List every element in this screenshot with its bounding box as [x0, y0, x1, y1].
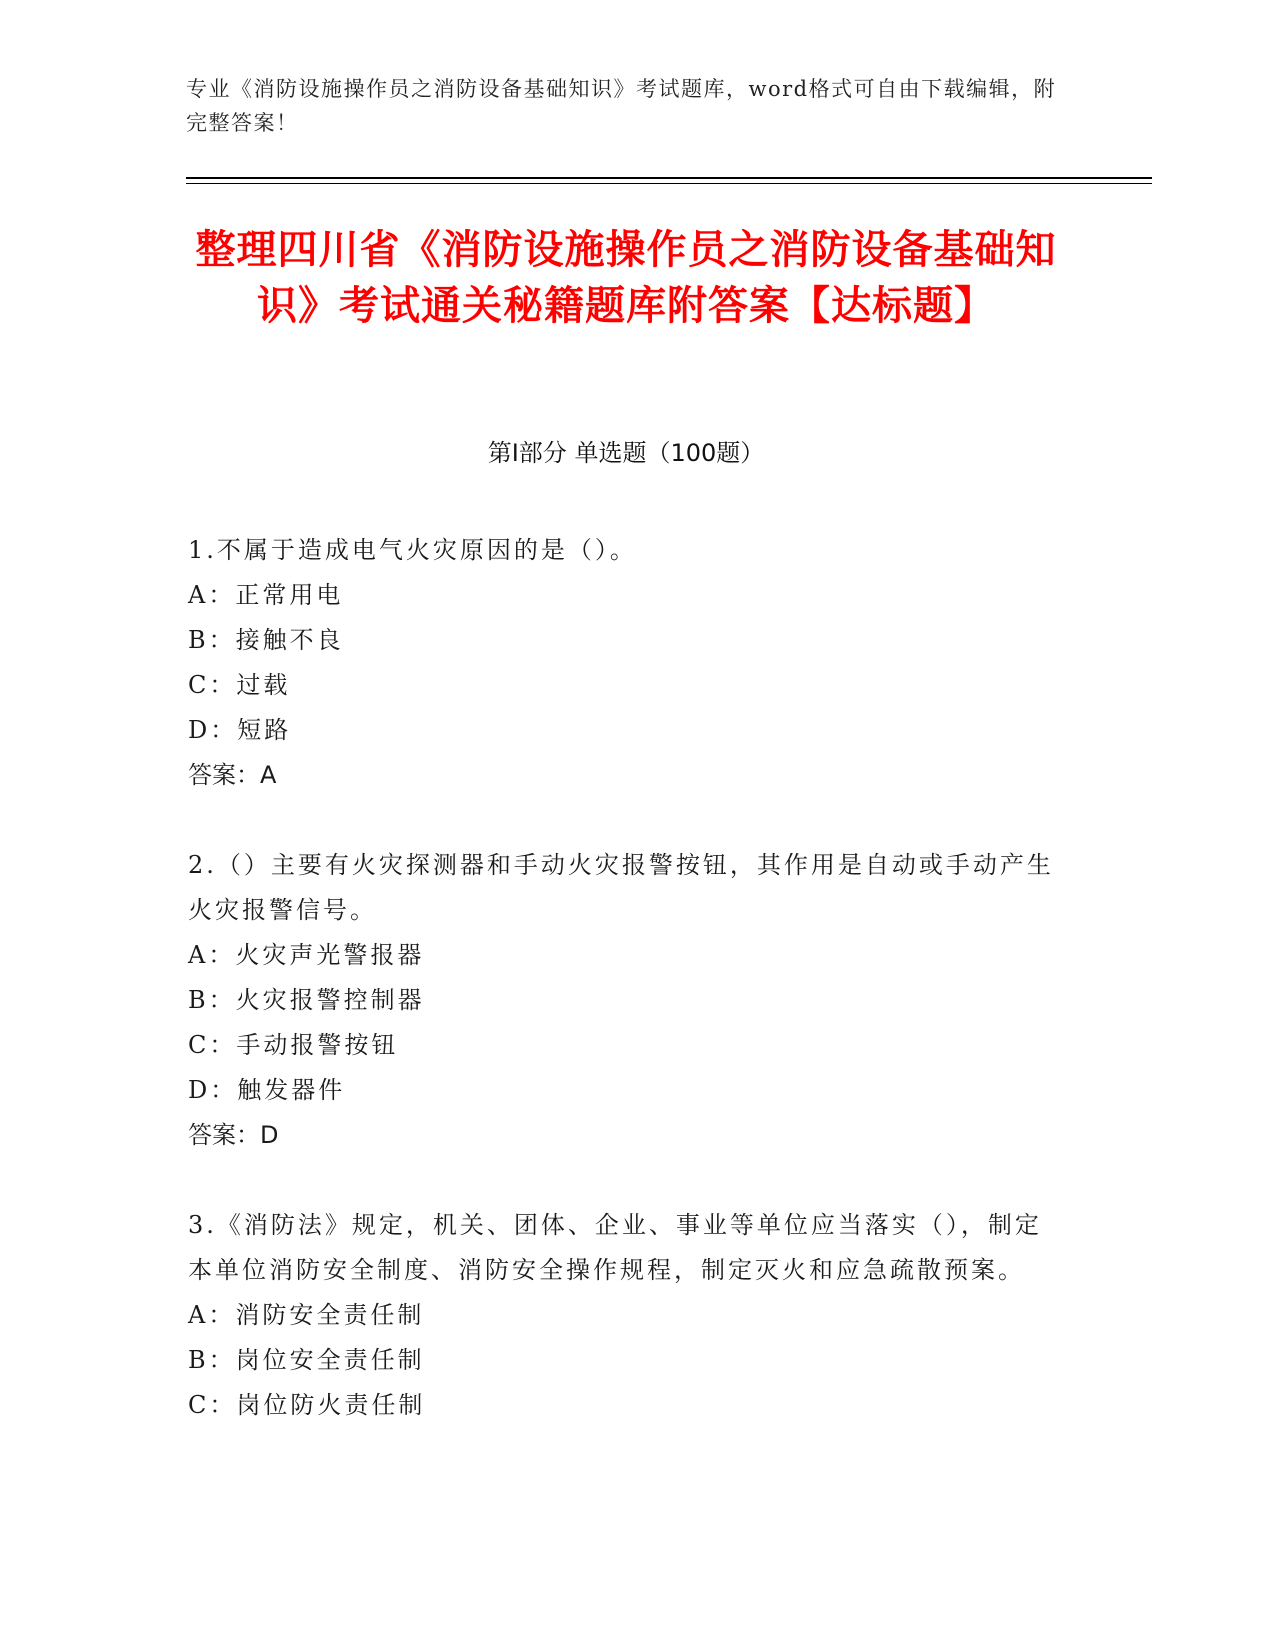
question-stem: 1.不属于造成电气火灾原因的是（）。 [188, 536, 637, 564]
option-a: A：正常用电 [188, 581, 344, 609]
question-stem: 3.《消防法》规定，机关、团体、企业、事业等单位应当落实（），制定本单位消防安全制度、消防安全操作规程，制定灭火和应急疏散预案。 [188, 1211, 1042, 1284]
document-title: 整理四川省《消防设施操作员之消防设备基础知识》考试通关秘籍题库附答案【达标题】 [195, 227, 1057, 329]
header-rule-thin [186, 183, 1152, 184]
option-b: B：火灾报警控制器 [188, 986, 425, 1014]
question-2 [188, 843, 1068, 1158]
option-b: B：接触不良 [188, 626, 344, 654]
question-1 [188, 528, 1068, 798]
question-3 [188, 1203, 1068, 1428]
header-note: 专业《消防设施操作员之消防设备基础知识》考试题库，word格式可自由下载编辑，附完整答案！ [186, 77, 1057, 135]
answer-line [188, 1113, 1068, 1158]
option-d: D：短路 [188, 716, 292, 744]
option-c: C：过载 [188, 671, 291, 699]
option-c: C：手动报警按钮 [188, 1031, 399, 1059]
option-d: D：触发器件 [188, 1076, 346, 1104]
answer-value: D [260, 1121, 279, 1149]
question-stem: 2.（）主要有火灾探测器和手动火灾报警按钮，其作用是自动或手动产生火灾报警信号。 [188, 851, 1054, 924]
answer-prefix: 答案： [188, 761, 260, 789]
option-a: A：消防安全责任制 [188, 1301, 425, 1329]
header-rule-thick [186, 177, 1152, 179]
option-c: C：岗位防火责任制 [188, 1391, 426, 1419]
option-a: A：火灾声光警报器 [188, 941, 425, 969]
answer-prefix: 答案： [188, 1121, 260, 1149]
option-b: B：岗位安全责任制 [188, 1346, 425, 1374]
section-heading: 第I部分 单选题（100题） [487, 439, 765, 467]
answer-value: A [260, 761, 277, 789]
question-list [188, 528, 1068, 1473]
answer-line [188, 753, 1068, 798]
